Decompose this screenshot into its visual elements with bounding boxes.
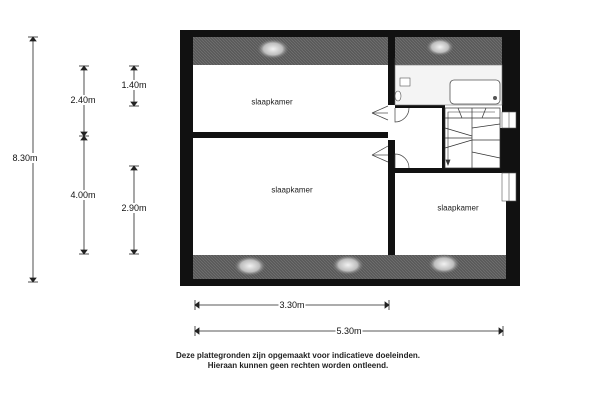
skylight-top-right xyxy=(426,38,454,56)
skylight-bottom-1 xyxy=(234,256,266,276)
dim-width-left: 3.30m xyxy=(279,300,305,310)
dim-lower-depth: 4.00m xyxy=(70,190,96,200)
skylight-top-left xyxy=(257,39,289,59)
room-label-bedroom-right: slaapkamer xyxy=(437,203,479,213)
roof-slope-bottom xyxy=(193,254,506,279)
dim-knee-lower: 2.90m xyxy=(121,203,147,213)
skylight-bottom-2 xyxy=(332,255,364,275)
staircase xyxy=(445,108,500,168)
dim-upper-depth: 2.40m xyxy=(70,95,96,105)
disclaimer-line-2: Hieraan kunnen geen rechten worden ontleend. xyxy=(207,361,389,370)
sink xyxy=(400,78,410,86)
dim-width-total: 5.30m xyxy=(336,326,362,336)
vertical-dimensions xyxy=(28,37,139,282)
skylight-bottom-3 xyxy=(428,254,460,274)
disclaimer-line-1: Deze plattegronden zijn opgemaakt voor indicatieve doeleinden. xyxy=(175,351,421,360)
bathroom xyxy=(395,65,502,105)
room-label-bedroom-mid-left: slaapkamer xyxy=(271,185,313,195)
bathtub xyxy=(450,80,500,104)
room-label-bedroom-top-left: slaapkamer xyxy=(251,97,293,107)
dim-knee-upper: 1.40m xyxy=(121,80,147,90)
dim-total-height: 8.30m xyxy=(12,153,38,163)
roof-slope-top xyxy=(193,37,506,65)
toilet xyxy=(395,91,401,101)
